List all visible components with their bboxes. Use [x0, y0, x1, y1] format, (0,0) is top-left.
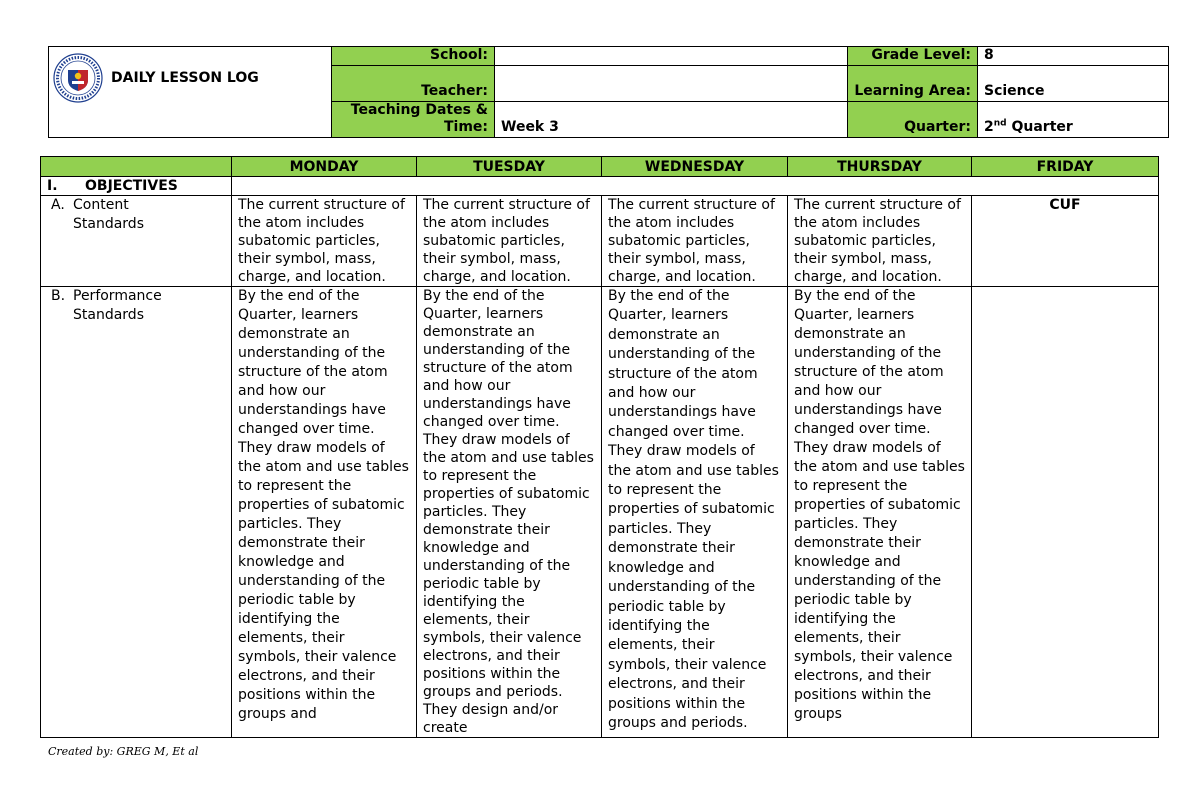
- day-header-tuesday: TUESDAY: [417, 157, 602, 177]
- performance-standards-tuesday: By the end of the Quarter, learners demonstrate an understanding of the structure of the atom and how our understandings have changed over time. They draw models of the atom and use tables to represent the properties of subatomic particles. They demonstrate their knowledge and understanding of the periodic table by identifying the elements, their symbols, their valence electrons, and their positions within the groups and periods. They design and/or create: [417, 287, 602, 738]
- day-header-friday: FRIDAY: [972, 157, 1159, 177]
- quarter-value: [978, 102, 1169, 138]
- content-standards-tuesday: The current structure of the atom includes subatomic particles, their symbol, mass, charge, and location.: [417, 196, 602, 287]
- performance-standards-letter: B.: [51, 288, 66, 304]
- performance-standards-friday: [972, 287, 1159, 738]
- day-header-wednesday: WEDNESDAY: [602, 157, 788, 177]
- grade-level-value: 8: [978, 47, 1169, 66]
- objectives-label: OBJECTIVES: [85, 178, 178, 194]
- content-standards-letter: A.: [51, 197, 65, 213]
- corner-cell: [41, 157, 232, 177]
- logo-cell: [49, 47, 332, 138]
- quarter-number: 2: [984, 119, 994, 135]
- day-header-thursday: THURSDAY: [788, 157, 972, 177]
- teaching-dates-label: Teaching Dates & Time:: [332, 102, 495, 138]
- content-standards-row: [41, 196, 1159, 287]
- quarter-word: Quarter: [1006, 119, 1073, 135]
- performance-standards-label: Performance Standards: [73, 288, 162, 323]
- objectives-number: I.: [47, 178, 58, 194]
- content-standards-heading: [41, 196, 232, 287]
- learning-area-label: Learning Area:: [848, 66, 978, 102]
- quarter-label: Quarter:: [848, 102, 978, 138]
- teacher-value: [495, 66, 848, 102]
- teacher-label: Teacher:: [332, 66, 495, 102]
- lesson-log-table: [40, 156, 1159, 738]
- content-standards-thursday: The current structure of the atom includes subatomic particles, their symbol, mass, charge, and location.: [788, 196, 972, 287]
- days-header-row: [41, 157, 1159, 177]
- created-by-footer: Created by: GREG M, Et al: [48, 745, 199, 758]
- school-value: [495, 47, 848, 66]
- performance-standards-row: [41, 287, 1159, 738]
- content-standards-label: Content Standards: [73, 197, 144, 232]
- performance-standards-thursday: By the end of the Quarter, learners demonstrate an understanding of the structure of the atom and how our understandings have changed over time. They draw models of the atom and use tables to represent the properties of subatomic particles. They demonstrate their knowledge and understanding of the periodic table by identifying the elements, their symbols, their valence electrons, and their positions within the groups: [788, 287, 972, 738]
- objectives-row: [41, 177, 1159, 196]
- content-standards-wednesday: The current structure of the atom includes subatomic particles, their symbol, mass, charge, and location.: [602, 196, 788, 287]
- deped-seal-icon: [53, 53, 103, 103]
- day-header-monday: MONDAY: [232, 157, 417, 177]
- school-label: School:: [332, 47, 495, 66]
- objectives-spacer: [232, 177, 1159, 196]
- teaching-dates-value: Week 3: [495, 102, 848, 138]
- content-standards-friday: CUF: [972, 196, 1159, 287]
- performance-standards-heading: [41, 287, 232, 738]
- quarter-ordinal: nd: [993, 118, 1007, 129]
- content-standards-monday: The current structure of the atom includes subatomic particles, their symbol, mass, charge, and location.: [232, 196, 417, 287]
- performance-standards-wednesday: By the end of the Quarter, learners demonstrate an understanding of the structure of the atom and how our understandings have changed over time. They draw models of the atom and use tables to represent the properties of subatomic particles. They demonstrate their knowledge and understanding of the periodic table by identifying the elements, their symbols, their valence electrons, and their positions within the groups and periods.: [602, 287, 788, 738]
- header-table: [48, 46, 1169, 138]
- grade-level-label: Grade Level:: [848, 47, 978, 66]
- performance-standards-monday: By the end of the Quarter, learners demonstrate an understanding of the structure of the atom and how our understandings have changed over time. They draw models of the atom and use tables to represent the properties of subatomic particles. They demonstrate their knowledge and understanding of the periodic table by identifying the elements, their symbols, their valence electrons, and their positions within the groups and: [232, 287, 417, 738]
- document-title: DAILY LESSON LOG: [111, 69, 259, 86]
- objectives-heading: [41, 177, 232, 196]
- learning-area-value: Science: [978, 66, 1169, 102]
